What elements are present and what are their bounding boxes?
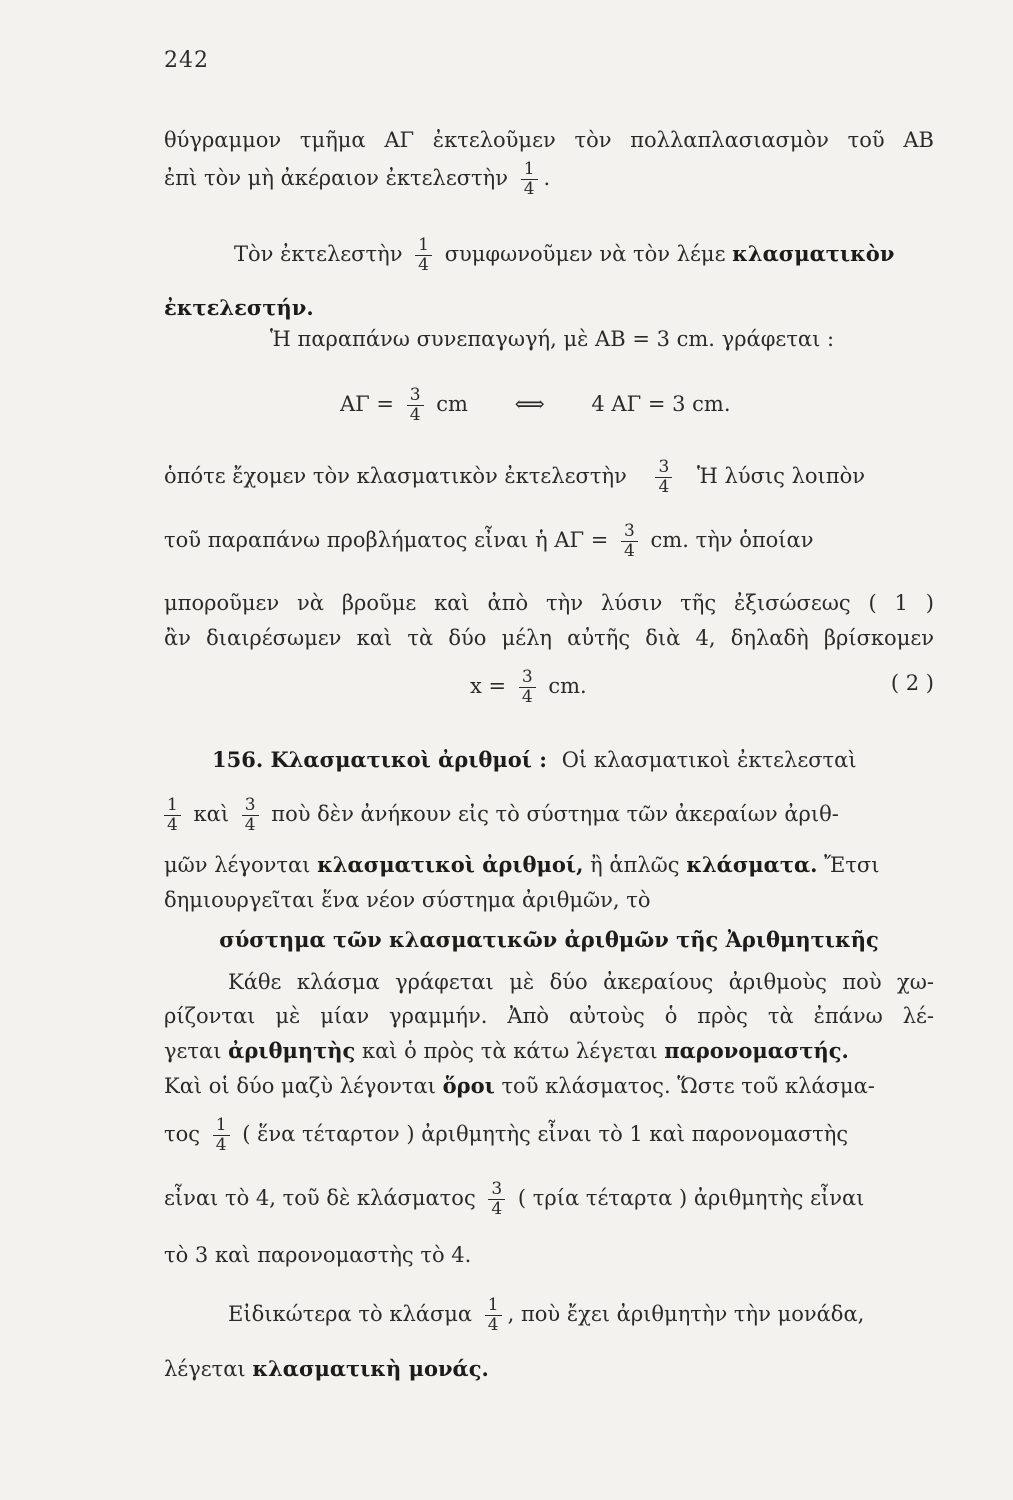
fraction-three-quarters: $\frac{3}{4}$: [519, 668, 536, 707]
equation-2: x = $\frac{3}{4}$ cm. ( 2 ): [470, 667, 934, 707]
text-line-16: γεται ἀριθμητὴς καὶ ὁ πρὸς τὰ κάτω λέγεται παρονομαστής.: [164, 1038, 849, 1063]
text-line-20: τὸ 3 καὶ παρονομαστὴς τὸ 4.: [164, 1243, 472, 1267]
text-line-12: μῶν λέγονται κλασματικοὶ ἀριθμοί, ἢ ἁπλῶς κλάσματα. Ἔτσι: [164, 852, 880, 877]
text-line-17: Καὶ οἱ δύο μαζὺ λέγονται ὅροι τοῦ κλάσματος. Ὥστε τοῦ κλάσμα-: [164, 1073, 875, 1098]
text-line-1: θύγραμμον τμῆμα ΑΓ ἐκτελοῦμεν τὸν πολλαπλασιασμὸν τοῦ ΑΒ: [164, 128, 934, 152]
text-line-11: $\frac{1}{4}$ καὶ $\frac{3}{4}$ ποὺ δὲν ἀνήκουν εἰς τὸ σύστημα τῶν ἀκεραίων ἀριθ-: [164, 796, 934, 835]
fraction-one-quarter: $\frac{1}{4}$: [164, 796, 181, 835]
fraction-one-quarter: $\frac{1}{4}$: [485, 1296, 502, 1335]
text-line-21: Εἰδικώτερα τὸ κλάσμα $\frac{1}{4}$ , ποὺ ἔχει ἀριθμητὴν τὴν μονάδα,: [228, 1295, 865, 1335]
fraction-three-quarters: $\frac{3}{4}$: [655, 458, 672, 497]
text-line-18: τος $\frac{1}{4}$ ( ἕνα τέταρτον ) ἀριθμητὴς εἶναι τὸ 1 καὶ παρονομαστὴς: [164, 1115, 849, 1155]
fraction-one-quarter: $\frac{1}{4}$: [213, 1116, 230, 1155]
fraction-three-quarters: $\frac{3}{4}$: [407, 386, 424, 425]
text-line-4: ἐκτελεστήν.: [164, 295, 314, 320]
text-line-8: μποροῦμεν νὰ βροῦμε καὶ ἀπὸ τὴν λύσιν τῆς ἐξισώσεως ( 1 ): [164, 591, 934, 615]
page-number: 242: [164, 48, 209, 73]
text-line-19: εἶναι τὸ 4, τοῦ δὲ κλάσματος $\frac{3}{4}$ ( τρία τέταρτα ) ἀριθμητὴς εἶναι: [164, 1179, 865, 1219]
fraction-one-quarter: $\frac{1}{4}$: [521, 160, 538, 199]
fraction-one-quarter: $\frac{1}{4}$: [415, 236, 432, 275]
text-line-15: ρίζονται μὲ μίαν γραμμήν. Ἀπὸ αὐτοὺς ὁ πρὸς τὰ ἐπάνω λέ-: [164, 1004, 934, 1028]
text-line-2: ἐπὶ τὸν μὴ ἀκέραιον ἐκτελεστὴν $\frac{1}{4}$ .: [164, 159, 551, 199]
equation-1: ΑΓ = $\frac{3}{4}$ cm ⟺ 4 ΑΓ = 3 cm.: [340, 385, 731, 425]
text-line-14: Κάθε κλάσμα γράφεται μὲ δύο ἀκεραίους ἀριθμοὺς ποὺ χω-: [228, 970, 934, 994]
text-line-9: ἂν διαιρέσωμεν καὶ τὰ δύο μέλη αὐτῆς διὰ 4, δηλαδὴ βρίσκομεν: [164, 626, 934, 650]
text-line-13: δημιουργεῖται ἕνα νέον σύστημα ἀριθμῶν, τὸ: [164, 888, 651, 912]
text-line-5: Ἡ παραπάνω συνεπαγωγή, μὲ ΑΒ = 3 cm. γράφεται :: [270, 327, 835, 351]
text-line-3: Τὸν ἐκτελεστὴν $\frac{1}{4}$ συμφωνοῦμεν νὰ τὸν λέμε κλασματικὸν: [234, 235, 895, 275]
fraction-three-quarters: $\frac{3}{4}$: [242, 796, 259, 835]
text-line-7: τοῦ παραπάνω προβλήματος εἶναι ἡ ΑΓ = $\frac{3}{4}$ cm. τὴν ὁποίαν: [164, 521, 814, 561]
equation-number: ( 2 ): [890, 671, 934, 695]
text-line-22: λέγεται κλασματικὴ μονάς.: [164, 1356, 489, 1381]
section-heading: σύστημα τῶν κλασματικῶν ἀριθμῶν τῆς Ἀριθμητικῆς: [219, 927, 879, 952]
fraction-three-quarters: $\frac{3}{4}$: [621, 522, 638, 561]
fraction-three-quarters: $\frac{3}{4}$: [488, 1180, 505, 1219]
equivalence-arrow: ⟺: [514, 392, 545, 416]
text-line-6: ὁπότε ἔχομεν τὸν κλασματικὸν ἐκτελεστὴν $\frac{3}{4}$ Ἡ λύσις λοιπὸν: [164, 457, 865, 497]
section-156-title-line: 156. Κλασματικοὶ ἀριθμοί : Οἱ κλασματικοὶ ἐκτελεσταὶ: [212, 747, 857, 772]
